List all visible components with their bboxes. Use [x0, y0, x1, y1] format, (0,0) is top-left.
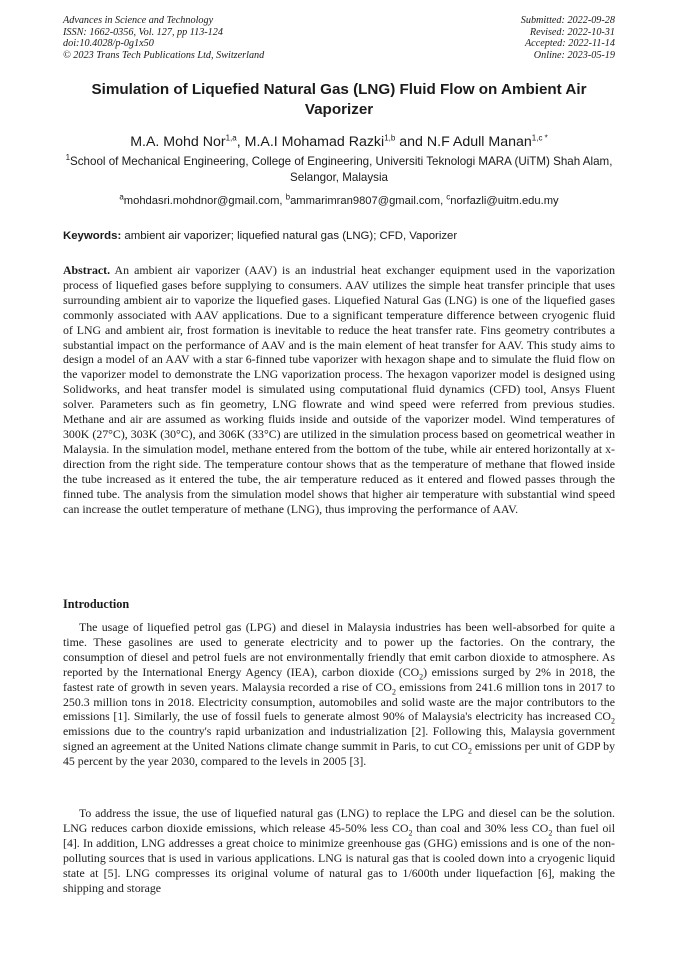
subscript: 2 — [467, 746, 472, 756]
author-list — [63, 133, 615, 151]
date-accepted: Accepted: 2022-11-14 — [524, 38, 615, 50]
author-separator: and — [395, 134, 427, 150]
date-submitted: Submitted: 2022-09-28 — [520, 15, 615, 26]
text-run: To address the issue, the use of liquefied natural gas (LNG) to replace the LPG and diesel can be the solution. LNG reduces carbon dioxide emissions, which release 45-50% less CO — [63, 806, 615, 835]
journal-name: Advances in Science and Technology — [63, 15, 214, 26]
subscript: 2 — [548, 828, 553, 838]
email-link[interactable]: norfazli@uitm.edu.my — [450, 195, 559, 207]
keywords — [63, 229, 615, 243]
email-sup: b — [285, 192, 291, 202]
affiliation-sup: 1 — [65, 153, 71, 163]
subscript: 2 — [611, 716, 615, 726]
abstract-label: Abstract. — [63, 263, 111, 277]
abstract — [63, 263, 615, 516]
text-run: than coal and 30% less CO — [412, 820, 549, 835]
abstract-text: An ambient air vaporizer (AAV) is an industrial heat exchanger equipment used in the vaporization process of liquefied gases before supplying to consumers. AAV utilizes the simple heat transfer principle that uses surrounding ambient air to vaporize the liquefied gases. Liquefied Natural Gas (LNG) is one of the liquefied gases commonly associated with AAV applications. Due to a significant temperature difference between cryogenic fluid of LNG and ambient air, frost formation is inevitable to reduce the heat transfer rate. Fins geometry contributes a substantial impact on the performance of AAV and is the main element of heat transfer for AAV. This study aims to design a model of an AAV with a star 6-finned tube vaporizer with hexagon shape and to simulate the fluid flow on the vaporizer model to demonstrate the LNG vaporization process. The hexagon vaporizer model is designed using Solidworks, and heat transfer model is simulated using computational fluid dynamics (CFD) tool, Ansys Fluent solver. Parameters such as fin geometry, LNG flowrate and wind speed were referred from previous studies. Methane and air are assumed as working fluids inside and outside of the vaporizer model. Wind temperatures of 300K (27°C), 303K (30°C), and 306K (33°C) are utilized in the simulation process based on geometrical weather in Malaysia. In the simulation model, methane entered from the bottom of the tube, while air entered horizontally at x-direction from the right side. The temperature contour shows that as the temperature of methane that flowed inside the tube increased as it entered the tube, the air temperature reduced as it entered and flowed passes through the finned tube. The analysis from the simulation model shows that higher air temperature with substantial wind speed can increase the outlet temperature of methane (LNG), thus improving the performance of AAV. — [63, 263, 615, 516]
text-run: ) emissions surged by 2% in 2018, the fastest rate of growth in seven years. Malaysia recorded a rise of CO — [63, 664, 615, 694]
email-link[interactable]: ammarimran9807@gmail.com — [290, 195, 441, 207]
author-sup: 1,a — [225, 133, 237, 143]
author-sup: 1,b — [384, 133, 396, 143]
keywords-text: ambient air vaporizer; liquefied natural gas (LNG); CFD, Vaporizer — [121, 230, 458, 242]
keywords-label: Keywords: — [63, 230, 122, 242]
affiliation — [63, 154, 615, 185]
text-run: emissions per unit of GDP by 45 percent by the year 2030, compared to the levels in 2005 [3]. — [63, 739, 615, 769]
publication-dates — [521, 15, 615, 61]
author-name: M.A.I Mohamad Razki — [244, 134, 385, 150]
affiliation-text: School of Mechanical Engineering, College of Engineering, Universiti Teknologi MARA (UiTM) Shah Alam, Selangor, Malaysia — [70, 155, 613, 184]
paper-title: Simulation of Liquefied Natural Gas (LNG) Fluid Flow on Ambient Air Vaporizer — [91, 81, 587, 118]
email-link[interactable]: mohdasri.mohdnor@gmail.com — [123, 195, 280, 207]
date-online: Online: 2023-05-19 — [533, 49, 615, 61]
subscript: 2 — [391, 686, 396, 696]
author-name: N.F Adull Manan — [426, 134, 532, 150]
author-separator: , — [236, 134, 245, 150]
text-run: The usage of liquefied petrol gas (LPG) and diesel in Malaysia industries has been well-absorbed for quite a time. These gasolines are used to generate electricity and to power up the factories. On the contrary, the consumption of diesel and petrol fuels are not environmentally friendly that emit carbon dioxide to atmosphere. As reported by the International Energy Agency (IEA), carbon dioxide (CO — [63, 620, 615, 679]
journal-info — [63, 15, 264, 61]
intro-paragraph-2 — [63, 806, 615, 895]
section-heading-introduction: Introduction — [63, 597, 130, 611]
journal-copyright: © 2023 Trans Tech Publications Ltd, Switzerland — [63, 49, 265, 61]
journal-issn: ISSN: 1662-0356, Vol. 127, pp 113-124 — [63, 26, 223, 38]
text-run: than fuel oil [4]. In addition, LNG addresses a great choice to minimize greenhouse gas (GHG) emissions and is one of the non-polluting sources that is used in various applications. LNG is natural gas that is cooled down into a cryogenic liquid state at [5]. LNG compresses its original volume of natural gas to 1/600th under liquefaction [6], making the shipping and storage — [63, 820, 615, 895]
text-run: emissions due to the country's rapid urbanization and industrialization [2]. Following this, Malaysia government signed an agreement at the United Nations climate change summit in Paris, to cut CO — [63, 724, 615, 754]
email-sup: a — [119, 192, 124, 202]
text-run: emissions from 241.6 million tons in 2017 to 250.3 million tons in 2018. Electricity consumption, automobiles and solid waste are the major contributors to the emissions [1]. Similarly, the use of fossil fuels to generate almost 90% of Malaysia's electricity has increased CO — [63, 679, 616, 724]
date-revised: Revised: 2022-10-31 — [529, 26, 615, 38]
author-sup: 1,c * — [531, 133, 548, 143]
subscript: 2 — [419, 672, 424, 682]
email-list: $^a$mohdasri.mohdnor@gmail.com, $^b$ammarimran9807@gmail.com, $^c$norfazli@uitm.edu.my — [119, 192, 559, 207]
author-name: M.A. Mohd Nor — [130, 134, 226, 150]
email-sup: c — [446, 192, 451, 202]
journal-doi: doi:10.4028/p-0g1x50 — [63, 38, 154, 50]
subscript: 2 — [408, 828, 413, 838]
intro-paragraph-1 — [63, 620, 615, 769]
